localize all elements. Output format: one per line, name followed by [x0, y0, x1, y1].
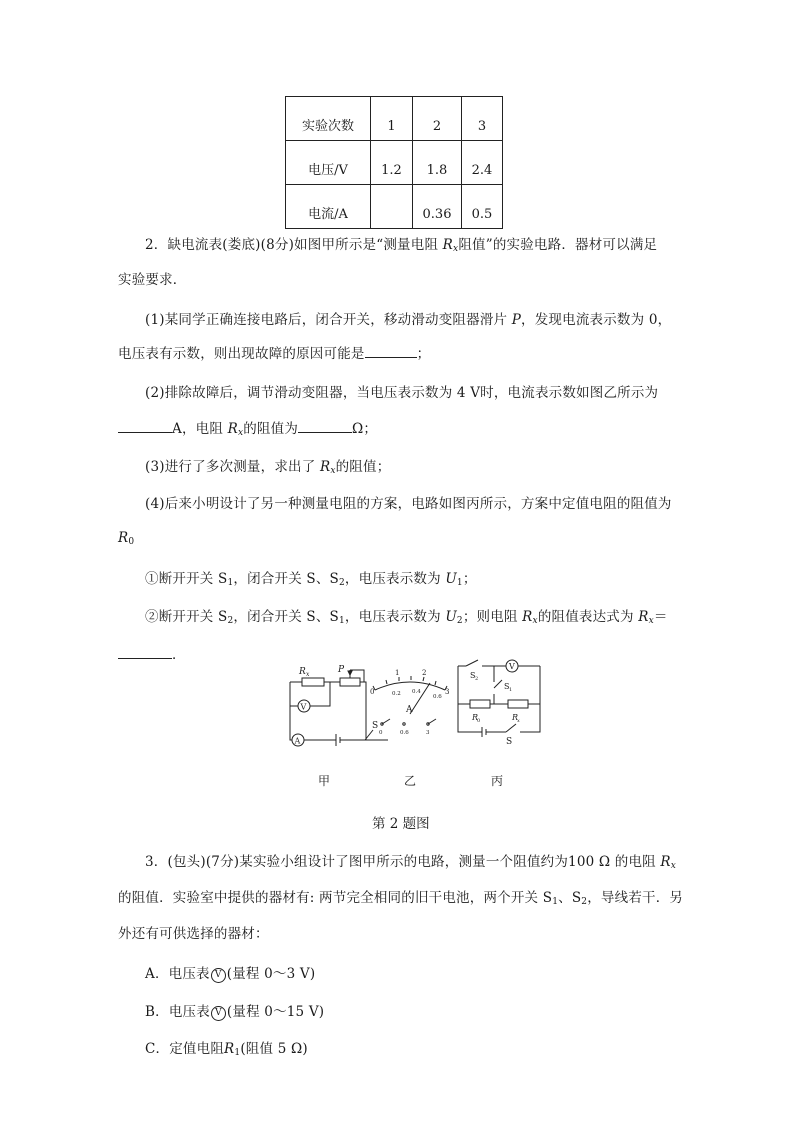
ammeter-label: A: [294, 736, 301, 746]
table-cell: 1.2: [371, 141, 413, 185]
table-cell: 3: [462, 97, 503, 141]
q3-line-1: 3．(包头)(7分)某实验小组设计了图甲所示的电路，测量一个阻值约为100 Ω 的电阻 $R_x$: [145, 854, 677, 871]
answer-blank[interactable]: [365, 345, 417, 358]
svg-text:x: x: [517, 718, 520, 724]
svg-text:S: S: [372, 721, 379, 731]
table-row: [286, 185, 503, 229]
table-cell: 0.36: [413, 185, 462, 229]
voltmeter-icon: V: [211, 968, 226, 983]
voltmeter-icon: V: [211, 1006, 226, 1021]
answer-blank[interactable]: [118, 646, 172, 659]
table-cell: 2.4: [462, 141, 503, 185]
svg-text:0: 0: [370, 688, 375, 696]
svg-text:R: R: [472, 713, 479, 722]
q2-step-2-cont: ．: [118, 643, 186, 663]
svg-text:3: 3: [426, 730, 430, 736]
svg-text:S: S: [504, 682, 510, 691]
table-cell: 2: [413, 97, 462, 141]
svg-text:1: 1: [395, 669, 400, 677]
table-cell: 1: [371, 97, 413, 141]
svg-text:0.2: 0.2: [392, 691, 401, 697]
svg-text:2: 2: [422, 669, 427, 677]
q2-part-2-cont: A，电阻 $R_x$的阻值为 Ω；: [118, 417, 377, 438]
q2-line-2: 实验要求．: [118, 272, 187, 288]
q2-step-1: ①断开开关 $S_1$，闭合开关 S、$S_2$，电压表示数为 $U_1$；: [145, 571, 477, 588]
svg-text:x: x: [306, 671, 310, 678]
answer-blank[interactable]: [118, 420, 172, 433]
svg-text:3: 3: [445, 688, 450, 696]
q2-step-2: ②断开开关 $S_2$，闭合开关 S、$S_1$，电压表示数为 $U_2$；则电阻 $R_x$的阻值表达式为 $R_x=$: [145, 609, 668, 626]
circuit-jia: [278, 670, 388, 746]
figure-caption: 第 2 题图: [372, 816, 430, 832]
table-cell: 实验次数: [286, 97, 371, 141]
svg-text:R: R: [512, 713, 519, 722]
svg-text:1: 1: [509, 687, 513, 693]
svg-text:0.4: 0.4: [412, 689, 421, 695]
svg-text:0.6: 0.6: [433, 694, 442, 700]
q2-part-4: (4)后来小明设计了另一种测量电阻的方案，电路如图丙所示，方案中定值电阻的阻值为: [145, 496, 672, 512]
table-cell: 1.8: [413, 141, 462, 185]
q3-option-c: C．定值电阻$R_1$(阻值 5 Ω): [145, 1041, 308, 1058]
voltmeter-label: V: [509, 662, 515, 671]
table-cell: [371, 185, 413, 229]
table-cell: 电压/V: [286, 141, 371, 185]
data-table: [285, 96, 503, 229]
q2-part-1: (1)某同学正确连接电路后，闭合开关，移动滑动变阻器滑片 P，发现电流表示数为 0，: [145, 312, 672, 328]
figure-label-jia: 甲: [318, 774, 331, 788]
svg-text:S: S: [470, 671, 476, 680]
q3-line-2: 的阻值．实验室中提供的器材有: 两节完全相同的旧干电池，两个开关 $S_1$、$S_2$，导线若干．另: [118, 890, 684, 907]
svg-text:0: 0: [477, 718, 481, 724]
table-cell: 电流/A: [286, 185, 371, 229]
q2-line-1: 2．缺电流表(娄底)(8分)如图甲所示是“测量电阻 $R_x$阻值”的实验电路．器材可以满足: [145, 237, 658, 254]
circuit-figure: [270, 658, 550, 768]
table-row: [286, 97, 503, 141]
svg-text:0: 0: [379, 730, 383, 736]
svg-text:A: A: [406, 705, 413, 715]
q3-option-a: A．电压表 V (量程 0～3 V): [145, 966, 316, 982]
q3-option-b: B．电压表 V (量程 0～15 V): [145, 1004, 325, 1020]
ammeter-dial: [373, 676, 450, 725]
q3-line-3: 外还有可供选择的器材：: [118, 926, 269, 942]
q2-part-1-cont: 电压表有示数，则出现故障的原因可能是 ；: [118, 346, 431, 362]
svg-text:R: R: [299, 667, 306, 677]
svg-text:2: 2: [475, 676, 479, 682]
q2-part-3: (3)进行了多次测量，求出了 $R_x$的阻值；: [145, 459, 391, 476]
q2-part-2: (2)排除故障后，调节滑动变阻器，当电压表示数为 4 V时，电流表示数如图乙所示为: [145, 385, 659, 401]
figure-label-yi: 乙: [404, 774, 417, 788]
svg-text:S: S: [506, 737, 513, 747]
q2-part-4-cont: $R_0$: [118, 530, 135, 547]
answer-blank[interactable]: [298, 420, 352, 433]
table-cell: 0.5: [462, 185, 503, 229]
voltmeter-label: V: [300, 702, 307, 712]
table-row: [286, 141, 503, 185]
figure-label-bing: 丙: [491, 774, 504, 788]
svg-text:P: P: [338, 665, 345, 675]
svg-text:0.6: 0.6: [400, 730, 409, 736]
